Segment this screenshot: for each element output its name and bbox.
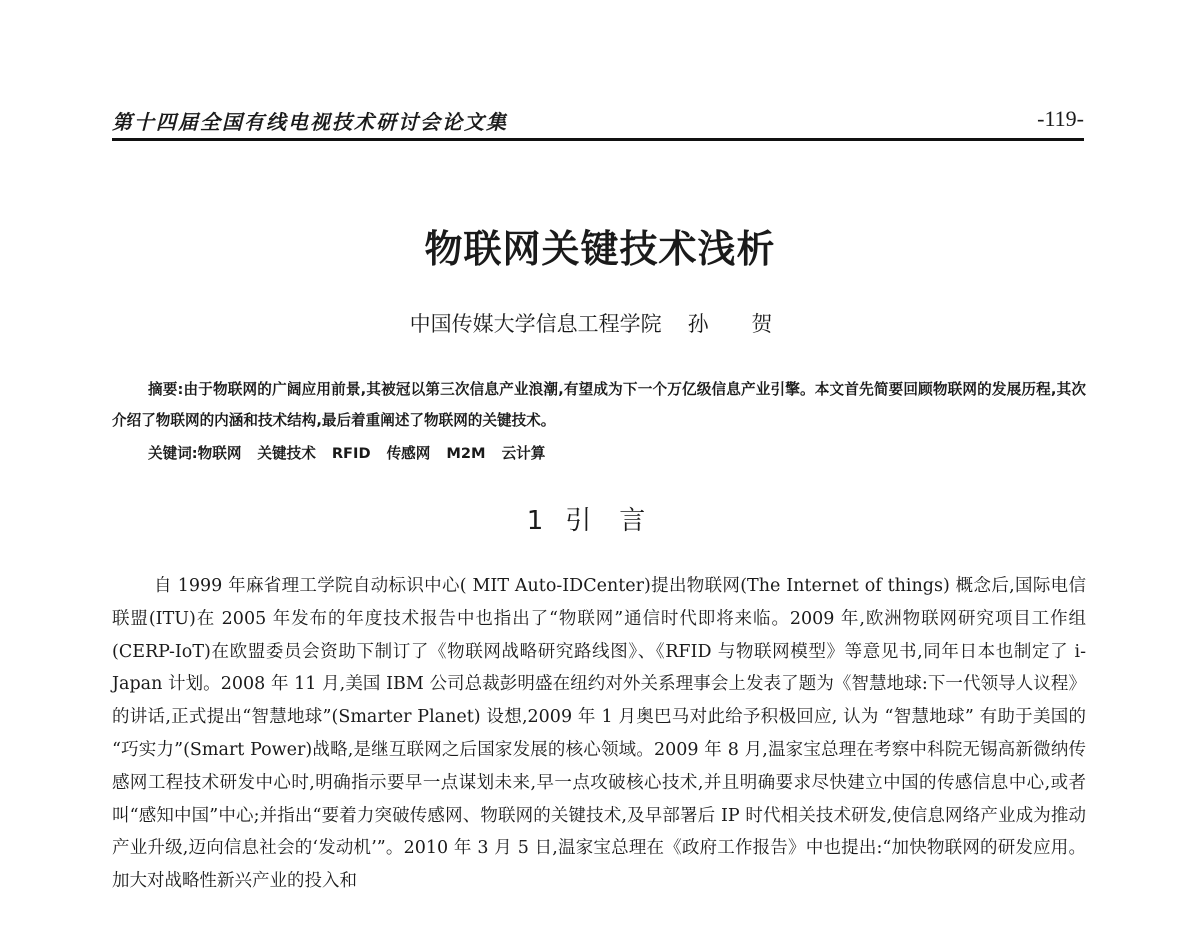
author-name: 孙 贺 (687, 312, 791, 336)
keywords (148, 438, 561, 469)
keyword: 关键技术 (257, 445, 316, 462)
running-header (112, 104, 1084, 141)
page-number: -119- (1037, 106, 1084, 131)
section-heading (0, 500, 1200, 537)
keyword: 物联网 (197, 445, 242, 462)
keyword: 云计算 (501, 445, 546, 462)
section-number: 1 (526, 506, 544, 536)
author-line (0, 308, 1200, 338)
paper-title: 物联网关键技术浅析 (424, 227, 776, 271)
body-paragraph: 自 1999 年麻省理工学院自动标识中心( MIT Auto-IDCenter)提出物联网(The Internet of things) 概念后,国际电信联盟(ITU)在 2005 年发布的年度技术报告中也指出了“物联网”通信时代即将来临。2009 年,欧洲物联网研究项目工作组(CERP-IoT)在欧盟委员会资助下制订了《物联网战略研究路线图》、《RFID 与物联网模型》等意见书,同年日本也制定了 i-Japan 计划。2008 年 11 月,美国 IBM 公司总裁彭明盛在纽约对外关系理事会上发表了题为《智慧地球:下一代领导人议程》的讲话,正式提出“智慧地球”(Smarter Planet) 设想,2009 年 1 月奥巴马对此给予积极回应, 认为 “智慧地球” 有助于美国的 “巧实力”(Smart Power)战略,是继互联网之后国家发展的核心领域。2009 年 8 月,温家宝总理在考察中科院无锡高新微纳传感网工程技术研发中心时,明确指示要早一点谋划未来,早一点攻破核心技术,并且明确要求尽快建立中国的传感信息中心,或者叫“感知中国”中心;并指出“要着力突破传感网、物联网的关键技术,及早部署后 IP 时代相关技术研发,使信息网络产业成为推动产业升级,迈向信息社会的‘发动机’”。2010 年 3 月 5 日,温家宝总理在《政府工作报告》中也提出:“加快物联网的研发应用。加大对战略性新兴产业的投入和 (112, 576, 1086, 892)
keyword: M2M (446, 445, 486, 462)
section-title: 引言 (565, 506, 674, 536)
abstract: 摘要:由于物联网的广阔应用前景,其被冠以第三次信息产业浪潮,有望成为下一个万亿级信息产业引擎。本文首先简要回顾物联网的发展历程,其次介绍了物联网的内涵和技术结构,最后着重阐述了物联网的关键技术。 (112, 381, 1086, 429)
journal-title: 第十四届全国有线电视技术研讨会论文集 (112, 110, 508, 134)
author-affiliation: 中国传媒大学信息工程学院 (409, 312, 662, 336)
keywords-label: 关键词: (148, 445, 198, 462)
keyword: RFID (331, 445, 371, 462)
keyword: 传感网 (386, 445, 431, 462)
